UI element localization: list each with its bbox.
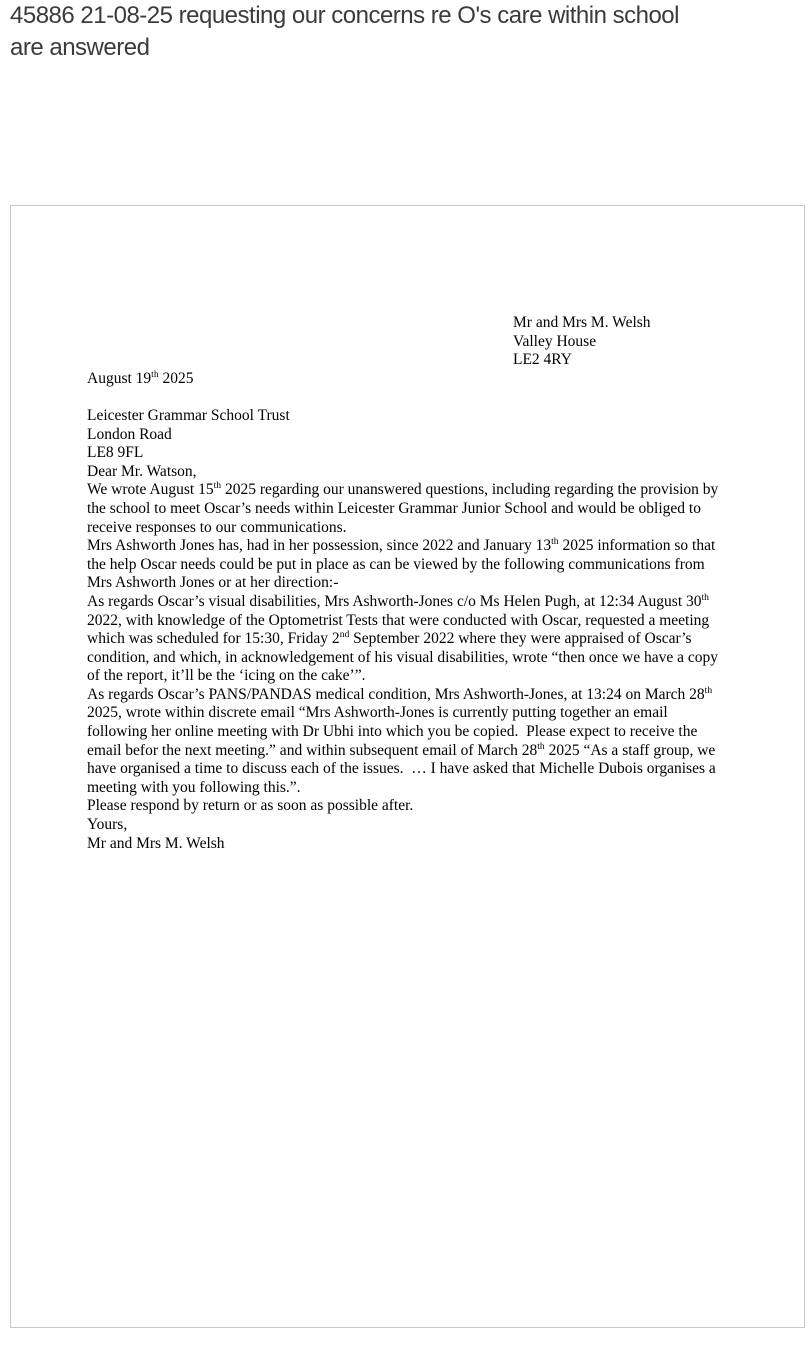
recipient-address-line: LE8 9FL — [87, 444, 144, 462]
recipient-address-line: London Road — [87, 425, 172, 443]
body-paragraph: Mrs Ashworth Jones has, had in her possession, since 2022 and January 13th 2025 information so that the help Oscar needs could be put in place as can be viewed by the following communications from Mrs Ashworth Jones or at her direction:- — [87, 535, 716, 592]
signature: Mr and Mrs M. Welsh — [87, 834, 225, 852]
sender-address-block — [513, 314, 728, 370]
letter-content — [11, 206, 804, 853]
body-paragraph: Please respond by return or as soon as possible after. — [87, 797, 414, 815]
recipient-address-line: Leicester Grammar School Trust — [87, 406, 290, 424]
page-title: 45886 21-08-25 requesting our concerns re O's care within school are answered — [10, 2, 679, 61]
body-paragraph: As regards Oscar’s PANS/PANDAS medical condition, Mrs Ashworth-Jones, at 13:24 on March 28th 2025, wrote within discrete email “Mrs Ashworth-Jones is currently putting together an email following her online meeting with Dr Ubhi into which you be copied. Please expect to receive the email befor the next meeting.” and within subsequent email of March 28th 2025 “As a staff group, we have organised a time to discuss each of the issues. … I have asked that Michelle Dubois organises a meeting with you following this.”. — [87, 684, 716, 796]
sender-address-line: Valley House — [513, 332, 597, 350]
letter-date: August 19th 2025 — [87, 368, 194, 387]
letter-frame — [10, 205, 805, 1328]
body-paragraph: As regards Oscar’s visual disabilities, Mrs Ashworth-Jones c/o Ms Helen Pugh, at 12:34 August 30th 2022, with knowledge of the Optometrist Tests that were conducted with Oscar, requested a meeting which was scheduled for 15:30, Friday 2nd September 2022 where they were appraised of Oscar’s condition, and which, in acknowledgement of his visual disabilities, wrote “then once we have a copy of the report, it’ll be the ‘icing on the cake’”. — [87, 591, 719, 685]
recipient-address-block — [87, 407, 728, 463]
sender-address-line: LE2 4RY — [513, 351, 572, 369]
sender-address-line: Mr and Mrs M. Welsh — [513, 314, 651, 331]
closing: Yours, — [87, 816, 128, 834]
body-paragraph: We wrote August 15th 2025 regarding our unanswered questions, including regarding the provision by the school to meet Oscar’s needs within Leicester Grammar Junior School and would be obliged to receive responses to our communications. — [87, 480, 719, 536]
salutation: Dear Mr. Watson, — [87, 462, 197, 480]
